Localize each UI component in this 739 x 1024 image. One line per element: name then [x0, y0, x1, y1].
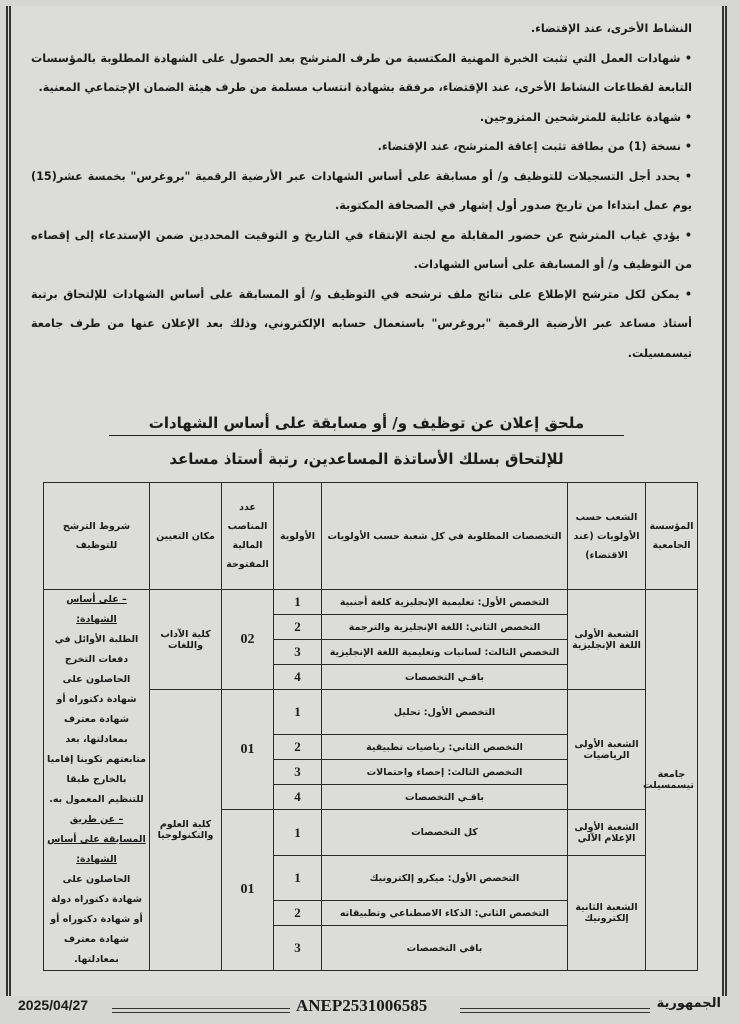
annex-subheading: للإلتحاق بسلك الأساتذة المساعدين، رتبة أستاذ مساعد — [169, 450, 564, 468]
branch-cell: الشعبة الأولى الرياضيات — [568, 690, 646, 810]
header-priority: الأولوية — [274, 483, 322, 590]
priority-cell: 1 — [274, 856, 322, 901]
priority-cell: 2 — [274, 615, 322, 640]
positions-cell: 02 — [222, 590, 274, 690]
page-frame — [6, 6, 727, 996]
specialty-cell: باقـي التخصصات — [322, 785, 568, 810]
footer-rule — [460, 1008, 650, 1013]
header-institution: المؤسسة الجامعية — [646, 483, 698, 590]
footer-rule — [112, 1008, 290, 1013]
condition-title: – عن طريق المسابقة على أساس الشهادة: — [47, 814, 146, 865]
annex-heading-text: ملحق إعلان عن توظيف و/ أو مسابقة على أساس الشهادات — [109, 414, 624, 436]
header-branches: الشعب حسب الأولويات (عند الاقتضاء) — [568, 483, 646, 590]
priority-cell: 2 — [274, 901, 322, 926]
specialty-cell: التخصص الثاني: رياضيات تطبيقية — [322, 735, 568, 760]
announcement-paragraphs — [31, 14, 692, 368]
place-cell: كلية الآداب واللغات — [150, 590, 222, 690]
specialty-cell: التخصص الثاني: اللغة الإنجليزية والترجمة — [322, 615, 568, 640]
priority-cell: 2 — [274, 735, 322, 760]
paragraph: • نسخة (1) من بطاقة تثبت إعاقة المترشح، عند الإقتضاء. — [31, 132, 692, 162]
priority-cell: 3 — [274, 926, 322, 971]
condition-title: – على أساس الشهادة: — [66, 594, 127, 625]
paragraph: • يمكن لكل مترشح الإطلاع على نتائج ملف ترشحه في التوظيف و/ أو المسابقة على أساس الشهادات للإلتحاق برتبة أستاذ مساعد عبر الأرضية الرقمية "بروغرس" باستعمال حسابه الإلكتروني، وذلك بعد الإعلان عنها من طرف جامعة تيسمسيلت. — [31, 280, 692, 369]
header-conditions: شروط الترشح للتوظيف — [44, 483, 150, 590]
specialty-cell: التخصص الأول: تعليمية الإنجليزية كلغة أجنبية — [322, 590, 568, 615]
branch-cell: الشعبة الثانية إلكترونيك — [568, 856, 646, 971]
branch-cell: الشعبة الأولى اللغة الإنجليزية — [568, 590, 646, 690]
specialty-cell: التخصص الأول: تحليل — [322, 690, 568, 735]
priority-cell: 4 — [274, 785, 322, 810]
header-specialties: التخصصات المطلوبة في كل شعبة حسب الأولويات — [322, 483, 568, 590]
place-cell: كلية العلوم والتكنولوجيا — [150, 690, 222, 971]
priority-cell: 1 — [274, 690, 322, 735]
condition-text: الحاصلون على شهادة دكتوراه دولة أو شهادة دكتوراه أو شهادة معترف بمعادلتها. — [50, 874, 143, 965]
table-row — [44, 590, 698, 615]
newspaper-logo: الجمهورية — [656, 996, 721, 1011]
header-place: مكان التعيين — [150, 483, 222, 590]
page-footer — [8, 996, 731, 1020]
header-positions: عدد المناصب المالية المفتوحة — [222, 483, 274, 590]
paragraph: • يحدد أجل التسجيلات للتوظيف و/ أو مسابقة على أساس الشهادات عبر الأرضية الرقمية "بروغرس" بخمسة عشر(15) يوم عمل ابتداءا من تاريخ صدور أول إشهار في الصحافة المكتوبة. — [31, 162, 692, 221]
table-header-row — [44, 483, 698, 590]
paragraph: النشاط الأخرى، عند الإقتضاء. — [530, 22, 692, 35]
specialty-cell: التخصص الثاني: الذكاء الاصطناعي وتطبيقاته — [322, 901, 568, 926]
footer-code: ANEP2531006585 — [296, 996, 428, 1015]
specialty-cell: كل التخصصات — [322, 810, 568, 856]
priority-cell: 1 — [274, 590, 322, 615]
footer-date: 2025/04/27 — [18, 997, 89, 1013]
condition-text: الطلبة الأوائل في دفعات التخرج الحاصلون على شهادة دكتوراه أو شهادة معترف بمعادلتها، بعد متابعتهم تكوينا إقاميا بالخارج طبقا للتنظيم المعمول به. — [47, 634, 146, 805]
annex-heading — [11, 414, 722, 432]
specialty-cell: التخصص الثالث: لسانيات وتعليمية اللغة الإنجليزية — [322, 640, 568, 665]
specialty-cell: باقـي التخصصات — [322, 665, 568, 690]
specialty-cell: باقي التخصصات — [322, 926, 568, 971]
branch-cell: الشعبة الأولى الإعلام الآلي — [568, 810, 646, 856]
priority-cell: 4 — [274, 665, 322, 690]
paragraph: • يؤدي غياب المترشح عن حضور المقابلة مع لجنة الإنتقاء في التاريخ و التوقيت المحددين ضمن الإستدعاء إلى إقصاءه من التوظيف و/ أو المسابقة على أساس الشهادات. — [31, 221, 692, 280]
positions-cell: 01 — [222, 810, 274, 971]
priority-cell: 1 — [274, 810, 322, 856]
specialty-cell: التخصص الثالث: إحصاء واحتمالات — [322, 760, 568, 785]
priority-cell: 3 — [274, 640, 322, 665]
conditions-cell — [44, 590, 150, 971]
positions-table — [43, 482, 698, 971]
positions-cell: 01 — [222, 690, 274, 810]
institution-cell: جامعة تيسمسيلت — [646, 590, 698, 971]
paragraph: • شهادات العمل التي تثبت الخبرة المهنية المكتسبة من طرف المترشح بعد الحصول على الشهادة المطلوبة بالمؤسسات التابعة لقطاعات النشاط الأخرى، عند الإقتضاء، مرفقة بشهادة انتساب مسلمة من طرف هيئة الضمان الإجتماعي المعنية. — [31, 44, 692, 103]
specialty-cell: التخصص الأول: ميكرو إلكترونيك — [322, 856, 568, 901]
priority-cell: 3 — [274, 760, 322, 785]
paragraph: • شهادة عائلية للمترشحين المتزوجين. — [31, 103, 692, 133]
